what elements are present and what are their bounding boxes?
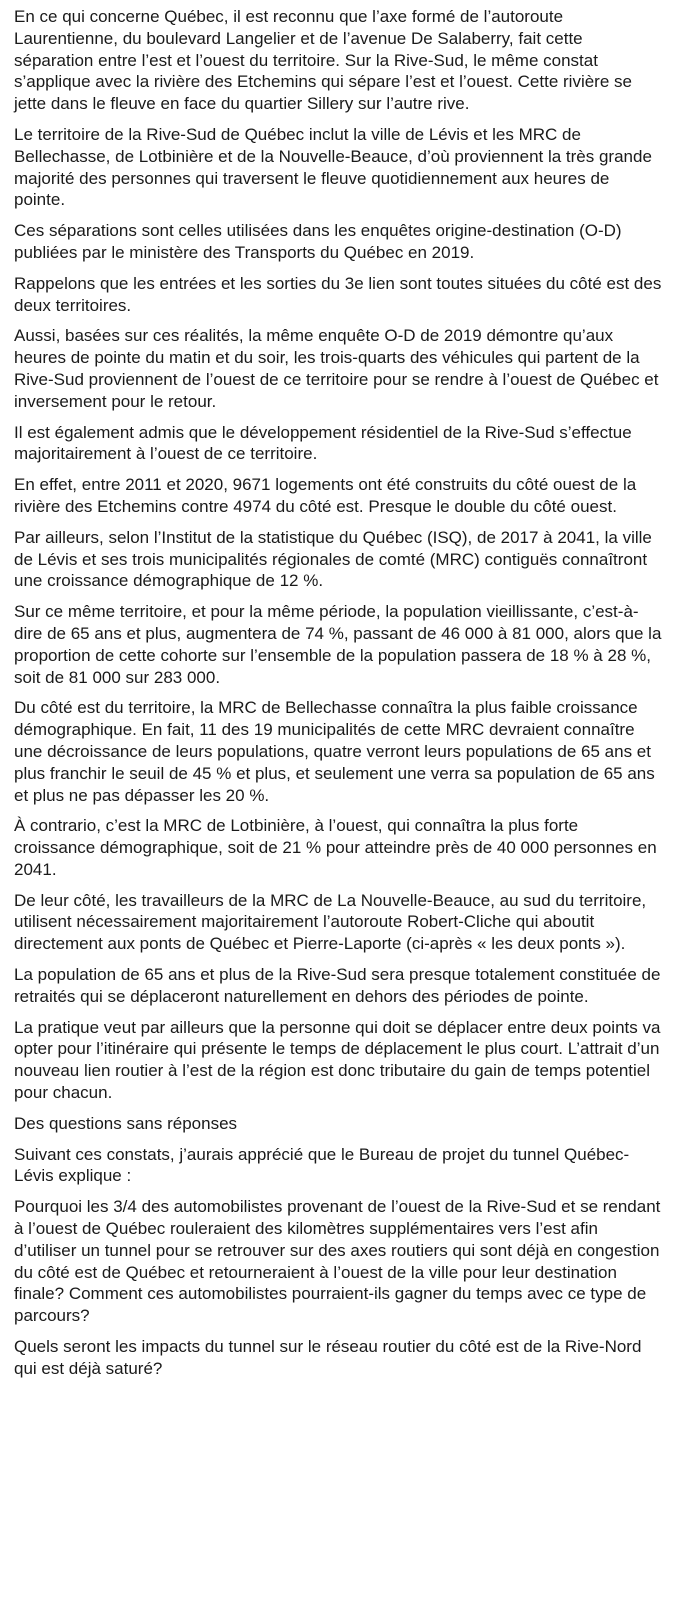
- paragraph-bureau-question-intro: Suivant ces constats, j’aurais apprécié que le Bureau de projet du tunnel Québec-Lévis explique :: [14, 1144, 630, 1186]
- paragraph-peak-hours: Aussi, basées sur ces réalités, la même enquête O-D de 2019 démontre qu’aux heures de pointe du matin et du soir, les trois-quarts des véhicules qui partent de la Rive-Sud proviennent de l’ouest de ce territoire pour se rendre à l’ouest de Québec et inversement pour le retour.: [14, 326, 659, 411]
- paragraph-bellechasse: Du côté est du territoire, la MRC de Bellechasse connaîtra la plus faible croissance démographique. En fait, 11 des 19 municipalités de cette MRC devraient connaître une décroissance de leurs populations, quatre verront leurs populations de 65 ans et plus franchir le seuil de 45 % et plus, et seulement une verra sa population de 65 ans et plus ne pas dépasser les 20 %.: [14, 698, 655, 805]
- paragraph-question-detour: Pourquoi les 3/4 des automobilistes provenant de l’ouest de la Rive-Sud et se rendant à l’ouest de Québec rouleraient des kilomètres supplémentaires vers l’est afin d’utiliser un tunnel pour se retrouver sur des axes routiers qui sont déjà en congestion du côté est de Québec et retourneraient à l’ouest de la ville pour leur destination finale? Comment ces automobilistes pourraient-ils gagner du temps avec ce type de parcours?: [14, 1197, 661, 1326]
- paragraph-lotbiniere: À contrario, c’est la MRC de Lotbinière, à l’ouest, qui connaîtra la plus forte croissance démographique, soit de 21 % pour atteindre près de 40 000 personnes en 2041.: [14, 816, 657, 879]
- paragraph-isq-growth: Par ailleurs, selon l’Institut de la statistique du Québec (ISQ), de 2017 à 2041, la ville de Lévis et ses trois municipalités régionales de comté (MRC) contiguës connaîtront une croissance démographique de 12 %.: [14, 527, 652, 591]
- paragraph-rive-sud-territory: Le territoire de la Rive-Sud de Québec inclut la ville de Lévis et les MRC de Bellechasse, de Lotbinière et de la Nouvelle-Beauce, d’où proviennent la très grande majorité des personnes qui traversent le fleuve quotidiennement aux heures de pointe.: [14, 124, 652, 210]
- paragraph-quebec-east-west-axis: En ce qui concerne Québec, il est reconnu que l’axe formé de l’autoroute Laurentienne, du boulevard Langelier et de l’avenue De Salaberry, fait cette séparation entre l’est et l’ouest du territoire. Sur la Rive-Sud, le même constat s’applique avec la rivière des Etchemins qui sépare l’est et l’ouest. Cette rivière se jette dans le fleuve en face du quartier Sillery sur l’autre rive.: [14, 7, 632, 114]
- paragraph-shortest-route: La pratique veut par ailleurs que la personne qui doit se déplacer entre deux points va opter pour l’itinéraire qui présente le temps de déplacement le plus court. L’attrait d’un nouveau lien routier à l’est de la région est donc tributaire du gain de temps potentiel pour chacun.: [14, 1017, 661, 1103]
- paragraph-residential-development: Il est également admis que le développement résidentiel de la Rive-Sud s’effectue majoritairement à l’ouest de ce territoire.: [14, 422, 632, 464]
- paragraph-question-impacts: Quels seront les impacts du tunnel sur le réseau routier du côté est de la Rive-Nord qui est déjà saturé?: [14, 1337, 642, 1378]
- paragraph-od-surveys: Ces séparations sont celles utilisées dans les enquêtes origine-destination (O-D) publiées par le ministère des Transports du Québec en 2019.: [14, 221, 622, 262]
- paragraph-third-link-exits: Rappelons que les entrées et les sorties du 3e lien sont toutes situées du côté est des deux territoires.: [14, 273, 662, 315]
- paragraph-housing-numbers: En effet, entre 2011 et 2020, 9671 logements ont été construits du côté ouest de la rivière des Etchemins contre 4974 du côté est. Presque le double du côté ouest.: [14, 475, 637, 516]
- section-subheading: Des questions sans réponses: [14, 1113, 238, 1133]
- paragraph-nouvelle-beauce: De leur côté, les travailleurs de la MRC de La Nouvelle-Beauce, au sud du territoire, utilisent nécessairement majoritairement l’autoroute Robert-Cliche qui aboutit directement aux ponts de Québec et Pierre-Laporte (ci-après « les deux ponts »).: [14, 890, 647, 954]
- paragraph-retirees: La population de 65 ans et plus de la Rive-Sud sera presque totalement constituée de retraités qui se déplaceront naturellement en dehors des périodes de pointe.: [14, 965, 661, 1006]
- paragraph-aging-population: Sur ce même territoire, et pour la même période, la population vieillissante, c’est-à-dire de 65 ans et plus, augmentera de 74 %, passant de 46 000 à 81 000, alors que la proportion de cette cohorte sur l’ensemble de la population passera de 18 % à 28 %, soit de 81 000 sur 283 000.: [14, 602, 662, 687]
